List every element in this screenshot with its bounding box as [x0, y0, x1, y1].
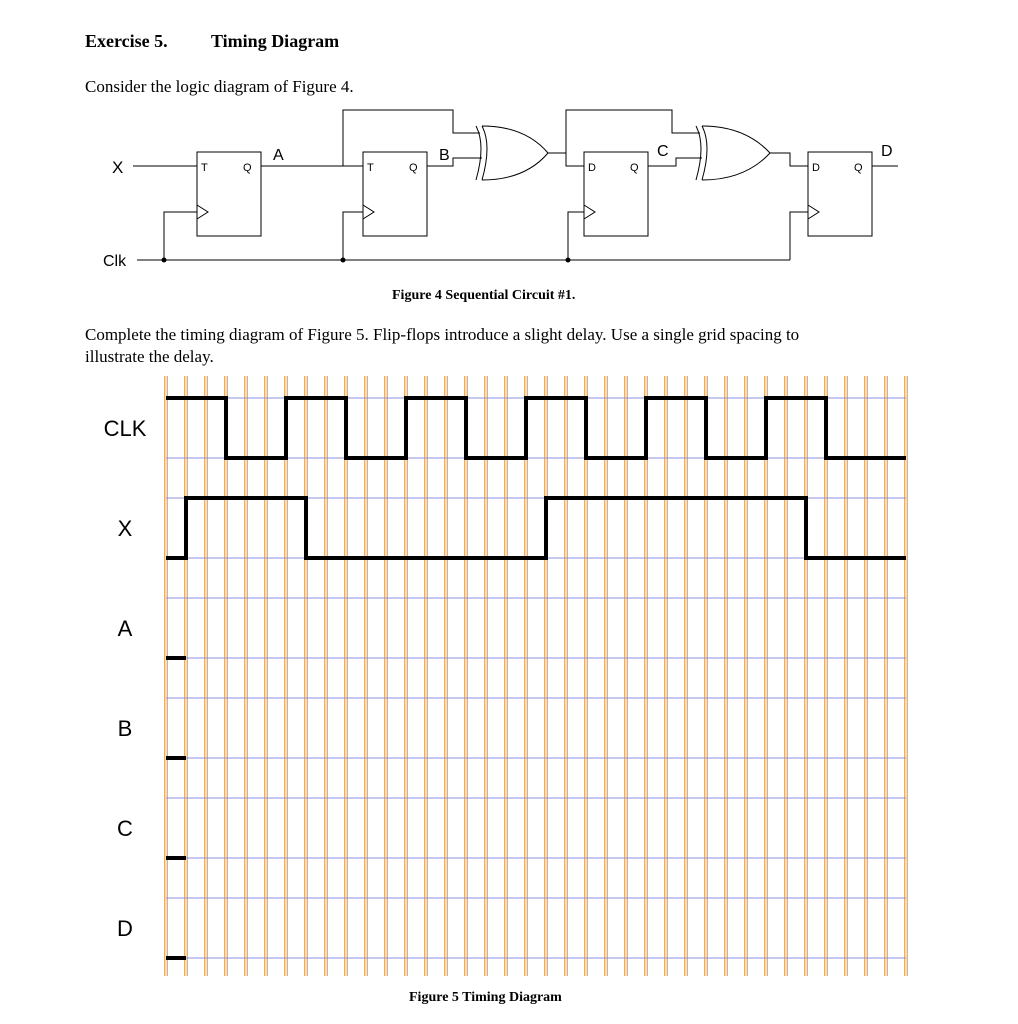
- instructions-line2: illustrate the delay.: [85, 347, 214, 366]
- exercise-title: Timing Diagram: [211, 31, 340, 51]
- ff2-output-label: B: [439, 147, 450, 164]
- signal-label-clk: CLK: [103, 416, 147, 441]
- ff1-output-label: A: [273, 147, 284, 164]
- ff4-output-pin: Q: [854, 162, 863, 174]
- ff2-output-pin: Q: [409, 162, 418, 174]
- intro-text: Consider the logic diagram of Figure 4.: [85, 77, 354, 96]
- ff3-output-pin: Q: [630, 162, 639, 174]
- signal-label-x: X: [117, 516, 133, 541]
- ff2-input-pin: T: [367, 162, 374, 174]
- ff4-input-pin: D: [812, 162, 820, 174]
- signal-label-b: B: [117, 716, 133, 741]
- ff4-output-label: D: [881, 143, 893, 160]
- waveform-x: [166, 498, 906, 558]
- label-clk: Clk: [103, 253, 127, 270]
- ff3-output-label: C: [657, 143, 669, 160]
- ff1-input-pin: T: [201, 162, 208, 174]
- figure5-caption: Figure 5 Timing Diagram: [409, 990, 562, 1005]
- signal-label-a: A: [117, 616, 133, 641]
- exercise-number: Exercise 5.: [85, 31, 168, 51]
- instructions-line1: Complete the timing diagram of Figure 5. Flip-flops introduce a slight delay. Use a single grid spacing to: [85, 325, 800, 344]
- ff3-input-pin: D: [588, 162, 596, 174]
- ff1-output-pin: Q: [243, 162, 252, 174]
- waveform-clk: [166, 398, 906, 458]
- signal-label-c: C: [117, 816, 133, 841]
- signal-label-d: D: [117, 916, 133, 941]
- label-x: X: [112, 158, 124, 177]
- figure4-caption: Figure 4 Sequential Circuit #1.: [392, 288, 576, 303]
